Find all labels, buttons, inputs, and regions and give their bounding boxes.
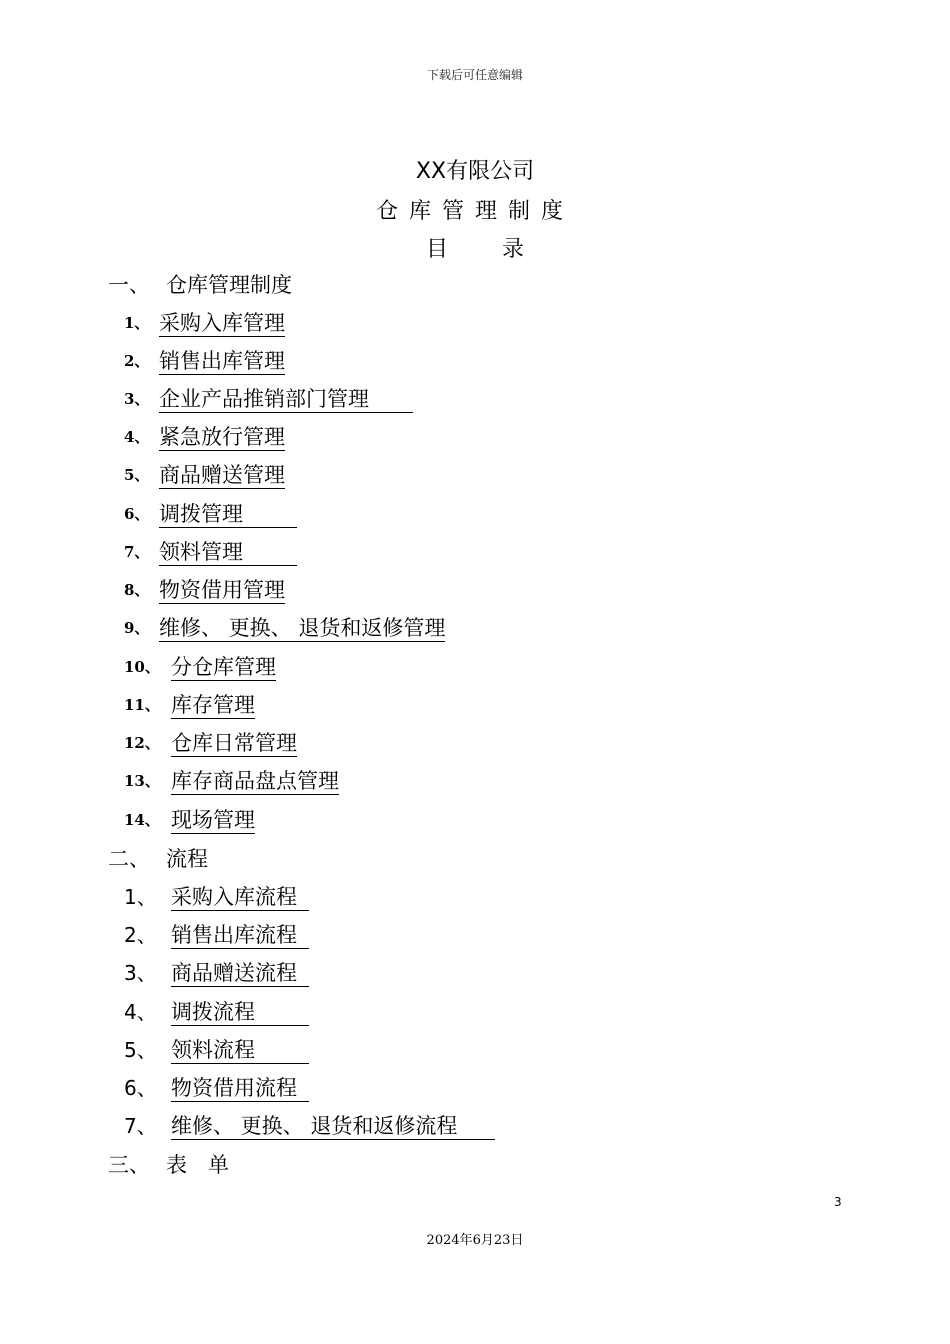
section-number: 二、 bbox=[108, 847, 150, 871]
toc-item-number: 3、 bbox=[124, 390, 150, 408]
toc-item-label: 库存商品盘点管理 bbox=[171, 769, 339, 793]
toc-item-number: 5、 bbox=[124, 466, 150, 484]
section-number: 一、 bbox=[108, 273, 150, 297]
toc-item-number: 12、 bbox=[124, 734, 160, 752]
section-title: 仓库管理制度 bbox=[166, 273, 292, 297]
toc-item-number: 5、 bbox=[124, 1038, 157, 1062]
section-title: 流程 bbox=[166, 847, 208, 871]
toc-item-label: 紧急放行管理 bbox=[159, 425, 285, 449]
toc-item-label: 分仓库管理 bbox=[171, 655, 276, 679]
section-title: 表 单 bbox=[166, 1153, 229, 1177]
toc-item-number: 2、 bbox=[124, 923, 157, 947]
toc-item-label: 销售出库管理 bbox=[159, 349, 285, 373]
toc-item-label: 调拨流程 bbox=[171, 999, 309, 1026]
toc-item-number: 2、 bbox=[124, 352, 150, 370]
toc-item-number: 4、 bbox=[124, 1000, 157, 1024]
toc-item-number: 1、 bbox=[124, 885, 157, 909]
document-title: 仓库管理制度 bbox=[375, 199, 574, 224]
page-number: 3 bbox=[834, 1195, 842, 1209]
header-note: 下载后可任意编辑 bbox=[426, 68, 523, 82]
toc-heading bbox=[0, 232, 950, 263]
toc-item-number: 7、 bbox=[124, 1114, 157, 1138]
company-name: XX有限公司 bbox=[415, 159, 535, 184]
toc-heading-part2: 录 bbox=[502, 237, 525, 262]
toc-item-label: 物资借用管理 bbox=[159, 578, 285, 602]
section-number: 三、 bbox=[108, 1153, 150, 1177]
toc-item-number: 8、 bbox=[124, 581, 150, 599]
toc-item-label: 领料管理 bbox=[159, 539, 297, 566]
toc-item-number: 9、 bbox=[124, 619, 150, 637]
toc-item-number: 6、 bbox=[124, 1076, 157, 1100]
toc-item-label: 现场管理 bbox=[171, 808, 255, 832]
toc-item-number: 3、 bbox=[124, 961, 157, 985]
toc-item-label: 销售出库流程 bbox=[171, 922, 309, 949]
toc-item-label: 维修、 更换、 退货和返修流程 bbox=[171, 1113, 495, 1140]
toc-item-label: 维修、 更换、 退货和返修管理 bbox=[159, 616, 446, 640]
toc-item-label: 采购入库流程 bbox=[171, 884, 309, 911]
toc-item-label: 库存管理 bbox=[171, 693, 255, 717]
toc-item-number: 14、 bbox=[124, 811, 160, 829]
toc-item-label: 领料流程 bbox=[171, 1037, 309, 1064]
toc-item-number: 6、 bbox=[124, 505, 150, 523]
toc-item-number: 13、 bbox=[124, 772, 160, 790]
footer-date: 2024年6月23日 bbox=[426, 1233, 524, 1248]
toc-item-label: 企业产品推销部门管理 bbox=[159, 386, 413, 413]
toc-item-label: 商品赠送流程 bbox=[171, 960, 309, 987]
toc-item-number: 7、 bbox=[124, 543, 150, 561]
toc-item-label: 仓库日常管理 bbox=[171, 731, 297, 755]
toc-item-number: 1、 bbox=[124, 314, 150, 332]
toc-item-label: 采购入库管理 bbox=[159, 311, 285, 335]
toc-item-label: 商品赠送管理 bbox=[159, 463, 285, 487]
toc-item-number: 11、 bbox=[124, 696, 160, 714]
toc-item-label: 调拨管理 bbox=[159, 501, 297, 528]
toc-item-label: 物资借用流程 bbox=[171, 1075, 309, 1102]
toc-item-number: 4、 bbox=[124, 428, 150, 446]
toc-item-number: 10、 bbox=[124, 658, 160, 676]
toc-heading-part1: 目 bbox=[425, 237, 448, 262]
